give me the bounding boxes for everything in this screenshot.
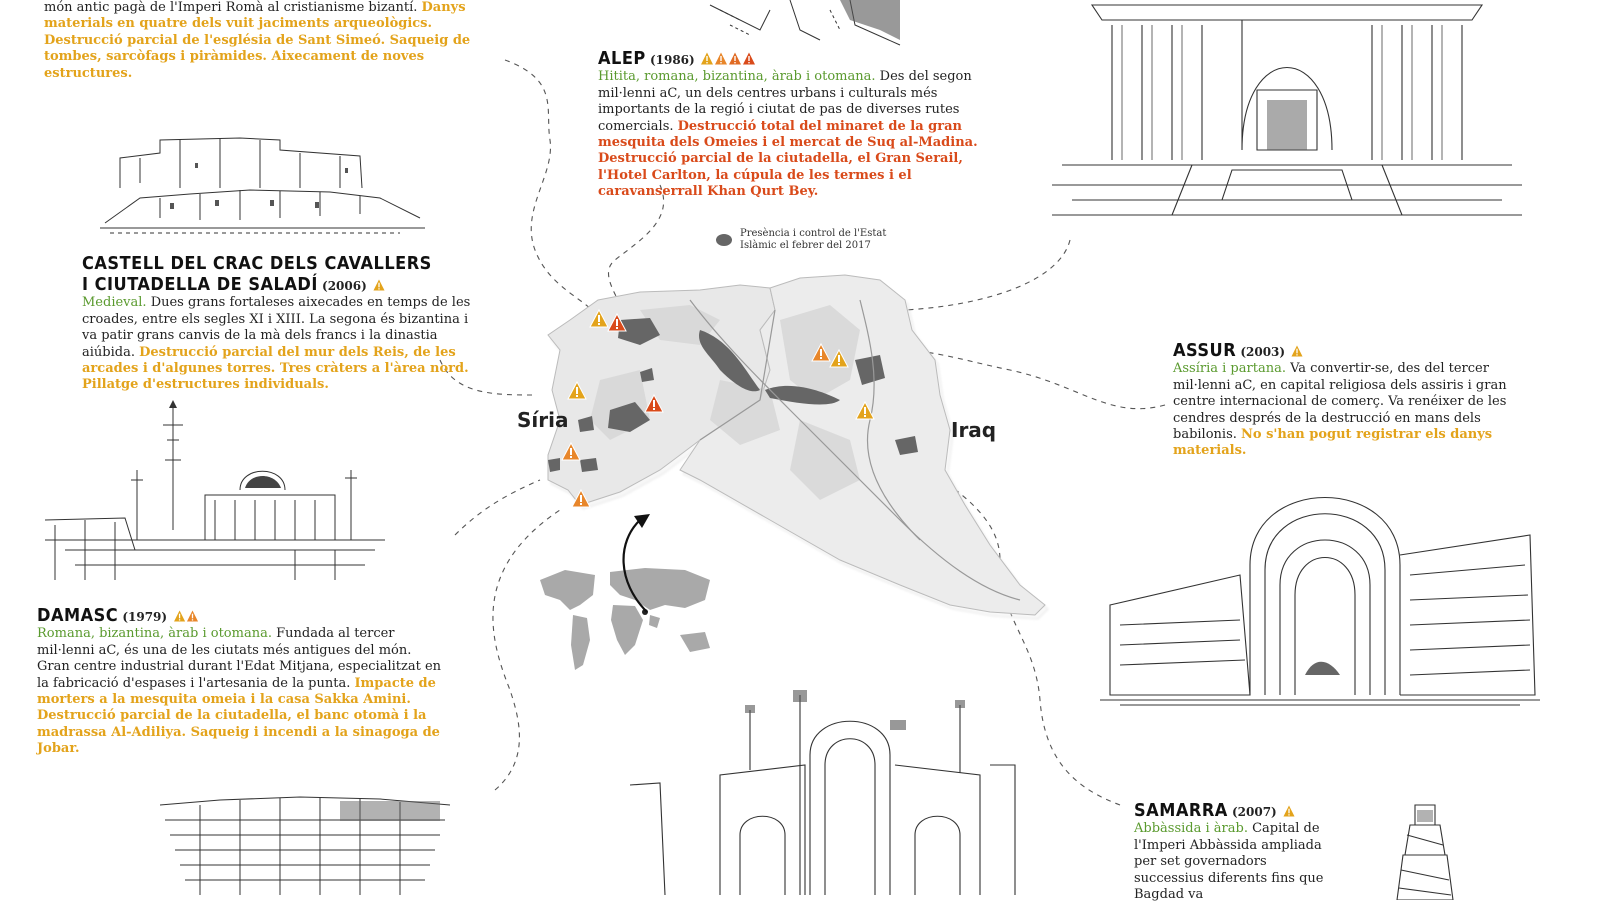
damasc-civilizations: Romana, bizantina, àrab i otomana. [37,626,272,642]
warning-icon-samarra [1283,805,1295,817]
text-block-alep [598,48,988,201]
sketch-top-ruins [700,0,920,50]
samarra-title: SAMARRA [1134,800,1228,821]
label-syria: Síria [517,408,569,432]
warning-icon-assur [1291,345,1303,357]
assur-title: ASSUR [1173,340,1237,361]
alep-title: ALEP [598,48,646,69]
crac-description: Dues grans fortaleses aixecades en temps de les croades, entre els segles XI i XIII. La segona és bizantina i va patir grans canvis de la mà dels francs i la dinastia aiúbida. [82,295,471,360]
crac-damage: Destrucció parcial del mur dels Reis, de les arcades i d'algunes torres. Tres cràters a l'àrea nord. Pillatge d'estructures individuals. [82,344,469,393]
samarra-civilizations: Abbàssida i àrab. [1134,821,1248,837]
damasc-title: DAMASC [37,605,119,626]
map-legend: Presència i control de l'Estat Islàmic el febrer del 2017 [740,228,887,251]
crac-title-line1: CASTELL DEL CRAC DELS CAVALLERS [82,253,432,274]
crac-title-line2: I CIUTADELLA DE SALADÍ [82,274,318,295]
sketch-crac-castle [100,128,430,243]
alep-year: (1986) [649,53,695,67]
alep-damage: Destrucció total del minaret de la gran mesquita dels Omeies i el mercat de Suq al-Madina. Destrucció parcial de la ciutadella, el Gran Serail, l'Hotel Carlton, la cúpula de les termes i el caravanserrall Khan Qurt Bey. [598,118,978,200]
alep-description: Des del segon mil·lenni aC, un dels centres urbans i culturals més importants de la regió i ciutat de pas de diverses rutes comercials. [598,69,972,134]
text-block-damasc [37,605,445,758]
sketch-hatra-temple [1052,0,1522,245]
assur-description: Va convertir-se, des del tercer mil·lenni aC, en capital religiosa dels assiris i gran centre internacional de comerç. Va renéixer de les cendres després de la destrucció en mans dels babilonis. [1173,361,1507,443]
warning-icon-crac [373,279,385,291]
top-left-damage-rest: en quatre dels vuit jaciments arqueològics. Destrucció parcial de l'església de Sant Simeó. Saqueig de tombes, sarcòfags i piràmides. Aixecament de noves estructures. [44,16,471,81]
sketch-palmyra-arch [630,685,1020,900]
crac-year: (2006) [322,279,367,293]
warning-icons-damasc [173,610,200,622]
text-block-top-left [44,0,474,82]
top-left-damage-start: Danys materials [44,0,466,32]
top-left-text: món antic pagà de l'Imperi Romà al cristianisme bizantí. [44,0,422,15]
legend-swatch [714,232,734,248]
crac-period: Medieval. [82,295,147,311]
sketch-bosra-theatre [160,795,455,900]
samarra-year: (2007) [1231,805,1277,819]
damasc-description: Fundada al tercer mil·lenni aC, és una de les ciutats més antigues del món. Gran centre industrial durant l'Edat Mitjana, especialitzat en la fabricació d'espases i l'artesania de la punta. [37,626,442,691]
label-iraq: Iraq [951,418,997,442]
locator-arrow [612,512,672,622]
assur-civilizations: Assíria i partana. [1173,361,1286,377]
text-block-assur [1173,340,1511,460]
damasc-damage: Impacte de morters a la mesquita omeia i la casa Sakka Amini. Destrucció parcial de la ciutadella, el banc otomà i la madrassa Al-Adiliya. Saqueig i incendi a la sinagoga de Jobar. [37,675,440,757]
damasc-year: (1979) [122,610,168,624]
text-block-samarra [1134,800,1334,903]
alep-civilizations: Hitita, romana, bizantina, àrab i otomana. [598,69,876,85]
assur-damage: No s'han pogut registrar els danys materials. [1173,427,1493,459]
text-block-crac [82,253,482,394]
sketch-damascus-mosque [45,400,390,585]
sketch-assur-gate [1100,455,1540,715]
sketch-samarra-minaret [1385,800,1465,900]
assur-year: (2003) [1240,345,1286,359]
samarra-description: Capital de l'Imperi Abbàssida ampliada per set governadors successius diferents fins que Bagdad va [1134,821,1324,903]
warning-icons-alep [699,53,755,68]
